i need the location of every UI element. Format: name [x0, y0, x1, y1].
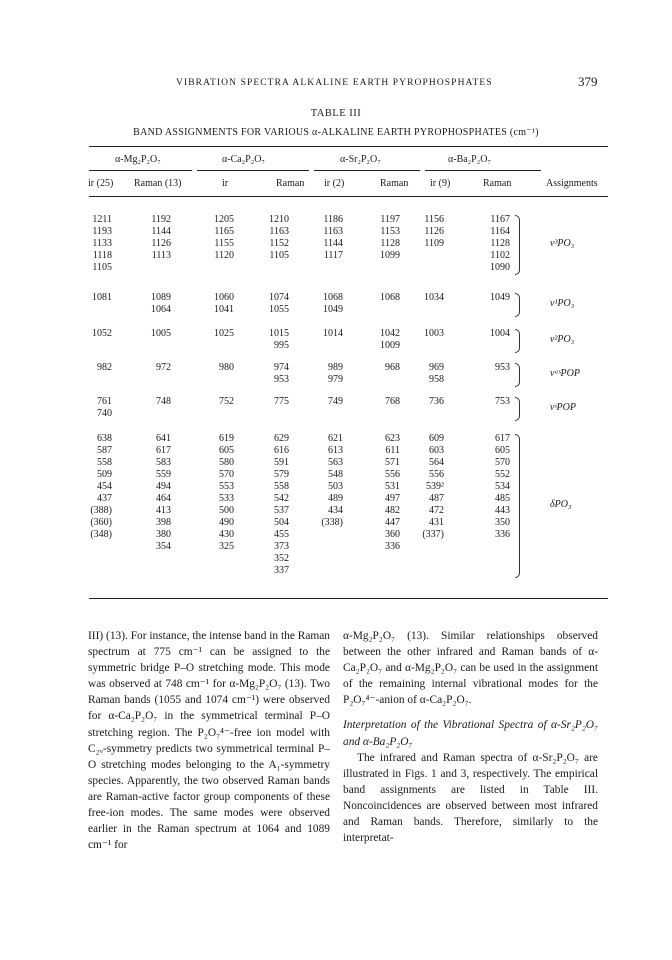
table-cell: 1049 — [490, 292, 510, 303]
table-cell: 337 — [274, 565, 289, 576]
table-cell: 629 — [274, 433, 289, 444]
table-cell: 534 — [495, 481, 510, 492]
table-cell: 583 — [156, 457, 171, 468]
table-cell: 1144 — [323, 238, 343, 249]
table-cell: 1089 — [151, 292, 171, 303]
compound-header-ba: α-Ba₂P₂O₇ — [448, 154, 491, 165]
table-cell: 979 — [328, 374, 343, 385]
compound-underline-ba — [425, 170, 541, 171]
table-cell: 1193 — [92, 226, 112, 237]
table-caption: BAND ASSIGNMENTS FOR VARIOUS α-ALKALINE EARTH PYROPHOSPHATES (cm⁻¹) — [133, 127, 539, 138]
table-cell: 611 — [385, 445, 400, 456]
table-cell: 1126 — [151, 238, 171, 249]
left-text-column — [88, 628, 330, 853]
table-column-0-7 — [466, 214, 510, 274]
subheader-sr-raman: Raman — [380, 178, 409, 189]
table-column-3-5 — [356, 362, 400, 374]
table-column-1-2 — [190, 292, 234, 316]
table-cell: 1167 — [490, 214, 510, 225]
table-cell: 1090 — [490, 262, 510, 273]
table-cell: 1155 — [214, 238, 234, 249]
table-column-3-1 — [127, 362, 171, 374]
table-column-2-2 — [190, 328, 234, 340]
table-column-3-2 — [190, 362, 234, 374]
table-cell: 953 — [495, 362, 510, 373]
right-text-column — [343, 628, 598, 846]
table-cell: 1025 — [214, 328, 234, 339]
assignment-label: δPO₃ — [550, 499, 572, 510]
table-cell: 1128 — [380, 238, 400, 249]
subheader-assignments: Assignments — [546, 178, 598, 189]
table-column-2-0 — [68, 328, 112, 340]
table-cell: 570 — [219, 469, 234, 480]
table-column-3-6 — [400, 362, 444, 386]
compound-header-sr: α-Sr₂P₂O₇ — [340, 154, 381, 165]
table-column-4-2 — [190, 396, 234, 408]
table-column-2-4 — [299, 328, 343, 340]
table-column-3-3 — [245, 362, 289, 386]
table-cell: 398 — [156, 517, 171, 528]
table-column-1-7 — [466, 292, 510, 304]
section-heading: Interpretation of the Vibrational Spectra of α-Sr₂P₂O₇ and α-Ba₂P₂O₇ — [343, 719, 598, 748]
table-cell: 1005 — [151, 328, 171, 339]
table-column-0-3 — [245, 214, 289, 262]
table-cell: 531 — [385, 481, 400, 492]
table-cell: 558 — [274, 481, 289, 492]
subheader-ba-raman: Raman — [483, 178, 512, 189]
table-cell: 609 — [429, 433, 444, 444]
table-column-0-0 — [68, 214, 112, 274]
table-column-1-3 — [245, 292, 289, 316]
table-cell: 472 — [429, 505, 444, 516]
table-column-2-7 — [466, 328, 510, 340]
compound-underline-ca — [197, 170, 309, 171]
table-cell: 974 — [274, 362, 289, 373]
table-cell: 360 — [385, 529, 400, 540]
table-cell: 494 — [156, 481, 171, 492]
table-cell: 454 — [97, 481, 112, 492]
table-cell: 1009 — [380, 340, 400, 351]
table-column-5-1 — [127, 433, 171, 553]
table-cell: 504 — [274, 517, 289, 528]
table-cell: 1113 — [151, 250, 171, 261]
table-cell: 542 — [274, 493, 289, 504]
table-cell: 563 — [328, 457, 343, 468]
table-cell: 617 — [495, 433, 510, 444]
table-cell: 953 — [274, 374, 289, 385]
table-cell: 1117 — [323, 250, 343, 261]
table-cell: 616 — [274, 445, 289, 456]
table-cell: 1118 — [92, 250, 112, 261]
table-cell: 980 — [219, 362, 234, 373]
table-cell: 1004 — [490, 328, 510, 339]
compound-header-ca: α-Ca₂P₂O₇ — [222, 154, 265, 165]
table-cell: 1074 — [269, 292, 289, 303]
table-cell: 430 — [219, 529, 234, 540]
table-cell: 482 — [385, 505, 400, 516]
table-column-2-5 — [356, 328, 400, 352]
table-cell: 503 — [328, 481, 343, 492]
table-cell: 1205 — [214, 214, 234, 225]
table-cell: 995 — [274, 340, 289, 351]
table-cell: 1052 — [92, 328, 112, 339]
table-cell: (338) — [321, 517, 343, 528]
table-cell: 552 — [495, 469, 510, 480]
table-cell: 352 — [274, 553, 289, 564]
header-bottom-rule — [89, 196, 608, 197]
table-column-0-2 — [190, 214, 234, 262]
table-cell: 487 — [429, 493, 444, 504]
table-column-4-4 — [299, 396, 343, 408]
table-column-5-7 — [466, 433, 510, 541]
table-cell: (337) — [422, 529, 444, 540]
group-brace — [515, 363, 520, 387]
group-brace — [515, 434, 520, 578]
table-cell: 1144 — [151, 226, 171, 237]
table-column-4-0 — [68, 396, 112, 420]
table-cell: 768 — [385, 396, 400, 407]
table-cell: 559 — [156, 469, 171, 480]
group-brace — [515, 215, 520, 275]
table-cell: 571 — [385, 457, 400, 468]
table-cell: 982 — [97, 362, 112, 373]
table-cell: 1060 — [214, 292, 234, 303]
compound-header-mg: α-Mg₂P₂O₇ — [115, 154, 161, 165]
table-cell: 325 — [219, 541, 234, 552]
table-column-0-5 — [356, 214, 400, 262]
table-cell: 580 — [219, 457, 234, 468]
table-cell: 509 — [97, 469, 112, 480]
subheader-ca-raman: Raman — [276, 178, 305, 189]
table-cell: 969 — [429, 362, 444, 373]
table-column-5-4 — [299, 433, 343, 529]
table-cell: 533 — [219, 493, 234, 504]
table-cell: 489 — [328, 493, 343, 504]
table-cell: 570 — [495, 457, 510, 468]
table-column-1-1 — [127, 292, 171, 316]
group-brace — [515, 329, 520, 353]
table-cell: 1210 — [269, 214, 289, 225]
assignment-label: ν³PO₃ — [550, 238, 575, 249]
table-column-4-7 — [466, 396, 510, 408]
table-cell: 579 — [274, 469, 289, 480]
table-cell: 1120 — [214, 250, 234, 261]
table-cell: 619 — [219, 433, 234, 444]
subheader-ba-ir: ir (9) — [430, 178, 451, 189]
table-cell: 748 — [156, 396, 171, 407]
table-column-4-5 — [356, 396, 400, 408]
table-cell: 1099 — [380, 250, 400, 261]
table-cell: 1105 — [269, 250, 289, 261]
table-cell: 485 — [495, 493, 510, 504]
table-cell: 1055 — [269, 304, 289, 315]
table-cell: 455 — [274, 529, 289, 540]
table-cell: 380 — [156, 529, 171, 540]
table-cell: 605 — [495, 445, 510, 456]
table-cell: 373 — [274, 541, 289, 552]
group-brace — [515, 293, 520, 317]
table-cell: 553 — [219, 481, 234, 492]
table-cell: 564 — [429, 457, 444, 468]
running-head: VIBRATION SPECTRA ALKALINE EARTH PYROPHOSPHATES — [176, 78, 493, 88]
table-cell: 736 — [429, 396, 444, 407]
right-paragraph-1: α-Mg₂P₂O₇ (13). Similar relationships observed between the other infrared and Raman bands of α-Ca₂P₂O₇ and α-Mg₂P₂O₇ can be used in the assignment of the remaining internal vibrational modes for the P₂O₇⁴⁻-anion of α-Ca₂P₂O₇. — [343, 630, 598, 707]
table-cell: 1133 — [92, 238, 112, 249]
table-cell: 1109 — [424, 238, 444, 249]
table-cell: 1014 — [323, 328, 343, 339]
compound-underline-sr — [314, 170, 420, 171]
subheader-ca-ir: ir — [222, 178, 229, 189]
table-cell: 1152 — [269, 238, 289, 249]
table-column-0-1 — [127, 214, 171, 262]
table-column-5-3 — [245, 433, 289, 577]
assignment-label: νᵃˢPOP — [550, 368, 580, 379]
table-cell: 1211 — [92, 214, 112, 225]
table-cell: 350 — [495, 517, 510, 528]
table-cell: 354 — [156, 541, 171, 552]
table-column-1-5 — [356, 292, 400, 304]
table-cell: 443 — [495, 505, 510, 516]
table-cell: 972 — [156, 362, 171, 373]
table-cell: 1068 — [380, 292, 400, 303]
table-cell: 447 — [385, 517, 400, 528]
table-cell: 464 — [156, 493, 171, 504]
table-cell: 587 — [97, 445, 112, 456]
assignment-label: νˢPOP — [550, 402, 576, 413]
table-cell: 537 — [274, 505, 289, 516]
table-column-4-6 — [400, 396, 444, 408]
table-cell: 613 — [328, 445, 343, 456]
table-column-5-0 — [68, 433, 112, 541]
table-column-5-6 — [400, 433, 444, 541]
table-cell: 623 — [385, 433, 400, 444]
table-cell: 968 — [385, 362, 400, 373]
table-cell: 1042 — [380, 328, 400, 339]
subheader-mg-ir: ir (25) — [88, 178, 114, 189]
table-cell: 1105 — [92, 262, 112, 273]
table-cell: 958 — [429, 374, 444, 385]
table-cell: (360) — [90, 517, 112, 528]
table-cell: 1186 — [323, 214, 343, 225]
group-brace — [515, 397, 520, 421]
table-cell: 603 — [429, 445, 444, 456]
table-column-5-5 — [356, 433, 400, 553]
table-bottom-rule — [89, 598, 608, 599]
table-cell: (348) — [90, 529, 112, 540]
table-cell: 591 — [274, 457, 289, 468]
table-column-4-3 — [245, 396, 289, 408]
table-cell: 1163 — [269, 226, 289, 237]
table-column-2-6 — [400, 328, 444, 340]
table-column-1-6 — [400, 292, 444, 304]
table-cell: 1081 — [92, 292, 112, 303]
table-cell: 500 — [219, 505, 234, 516]
table-cell: 413 — [156, 505, 171, 516]
table-cell: 752 — [219, 396, 234, 407]
table-title: TABLE III — [310, 108, 362, 119]
compound-underline-mg — [89, 170, 192, 171]
table-cell: 1126 — [424, 226, 444, 237]
table-cell: 336 — [385, 541, 400, 552]
table-cell: 749 — [328, 396, 343, 407]
table-cell: 1163 — [323, 226, 343, 237]
table-cell: 989 — [328, 362, 343, 373]
table-column-5-2 — [190, 433, 234, 553]
table-cell: 1165 — [214, 226, 234, 237]
assignment-label: ν¹PO₃ — [550, 298, 575, 309]
table-cell: 641 — [156, 433, 171, 444]
table-cell: 1192 — [151, 214, 171, 225]
table-cell: 605 — [219, 445, 234, 456]
table-cell: 1068 — [323, 292, 343, 303]
table-cell: (388) — [90, 505, 112, 516]
subheader-sr-ir: ir (2) — [324, 178, 345, 189]
table-column-4-1 — [127, 396, 171, 408]
table-cell: 1015 — [269, 328, 289, 339]
table-cell: 740 — [97, 408, 112, 419]
left-paragraph: III) (13). For instance, the intense band in the Raman spectrum at 775 cm⁻¹ can be assigned to the symmetric bridge P–O stretching mode. This mode was observed at 748 cm⁻¹ for α-Mg₂P₂O₇ (13). Two Raman bands (1055 and 1074 cm⁻¹) were observed for α-Ca₂P₂O₇ in the symmetrical terminal P–O stretching region. The P₂O₇⁴⁻-free ion model with C₂ᵥ-symmetry predicts two symmetrical terminal P–O stretching modes belonging to the A₁-symmetry species. Apparently, the two observed Raman bands are Raman-active factor group components of these free-ion modes. The same modes were observed earlier in the Raman spectrum at 1064 and 1089 cm⁻¹ for — [88, 630, 330, 852]
table-cell: 753 — [495, 396, 510, 407]
table-cell: 1153 — [380, 226, 400, 237]
table-column-2-1 — [127, 328, 171, 340]
table-cell: 1128 — [490, 238, 510, 249]
table-cell: 556 — [385, 469, 400, 480]
table-cell: 1156 — [424, 214, 444, 225]
page-number: 379 — [578, 74, 598, 89]
table-cell: 1064 — [151, 304, 171, 315]
table-cell: 336 — [495, 529, 510, 540]
table-column-1-4 — [299, 292, 343, 316]
table-cell: 558 — [97, 457, 112, 468]
table-cell: 539² — [426, 481, 444, 492]
table-cell: 1003 — [424, 328, 444, 339]
table-cell: 548 — [328, 469, 343, 480]
table-cell: 1102 — [490, 250, 510, 261]
table-top-rule — [89, 146, 608, 147]
table-cell: 1164 — [490, 226, 510, 237]
right-paragraph-2: The infrared and Raman spectra of α-Sr₂P₂O₇ are illustrated in Figs. 1 and 3, respectively. The empirical band assignments are listed in Table III. Noncoincidences are observed between most infrared and Raman bands. Therefore, similarly to the interpretat- — [343, 751, 598, 845]
table-cell: 638 — [97, 433, 112, 444]
table-cell: 437 — [97, 493, 112, 504]
table-column-3-7 — [466, 362, 510, 374]
table-cell: 434 — [328, 505, 343, 516]
assignment-label: ν²PO₃ — [550, 334, 575, 345]
table-cell: 1034 — [424, 292, 444, 303]
table-cell: 490 — [219, 517, 234, 528]
table-cell: 1197 — [380, 214, 400, 225]
table-column-2-3 — [245, 328, 289, 352]
table-cell: 617 — [156, 445, 171, 456]
table-cell: 761 — [97, 396, 112, 407]
table-cell: 775 — [274, 396, 289, 407]
table-cell: 1041 — [214, 304, 234, 315]
table-column-0-6 — [400, 214, 444, 250]
table-cell: 1049 — [323, 304, 343, 315]
table-column-3-4 — [299, 362, 343, 386]
table-cell: 497 — [385, 493, 400, 504]
table-column-1-0 — [68, 292, 112, 304]
table-cell: 431 — [429, 517, 444, 528]
table-column-3-0 — [68, 362, 112, 374]
table-cell: 621 — [328, 433, 343, 444]
table-column-0-4 — [299, 214, 343, 262]
table-cell: 556 — [429, 469, 444, 480]
subheader-mg-raman: Raman (13) — [134, 178, 182, 189]
